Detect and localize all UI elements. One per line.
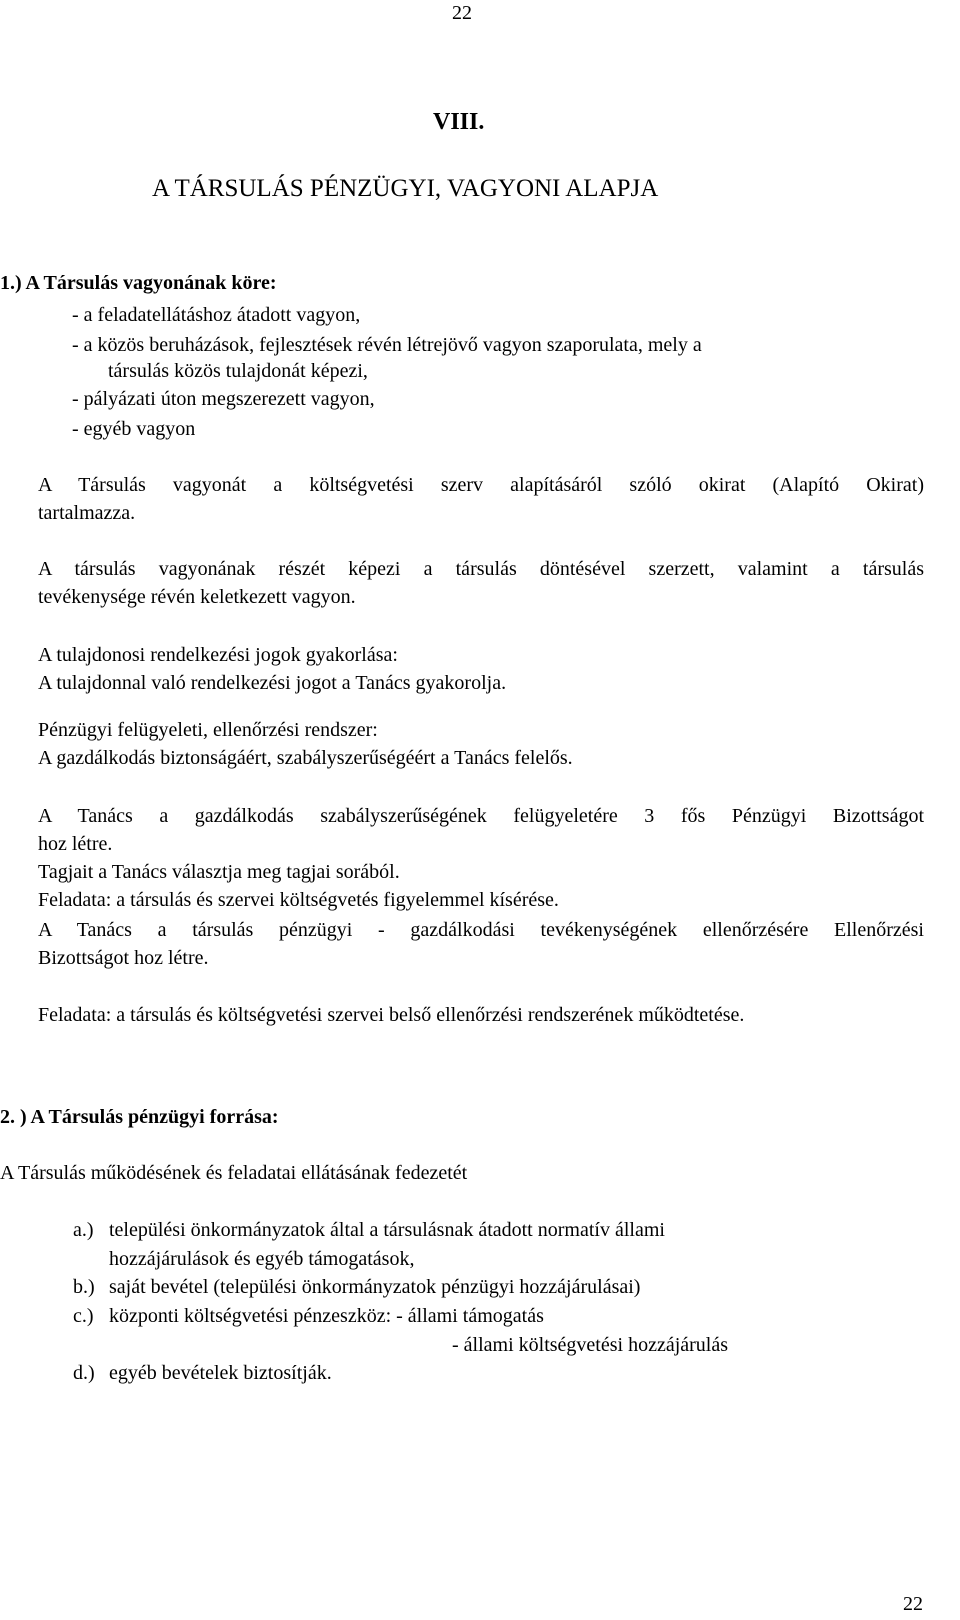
paragraph-line: Feladata: a társulás és költségvetési szervei belső ellenőrzési rendszerének működtetése. xyxy=(38,1004,745,1026)
page-number-top: 22 xyxy=(452,2,472,24)
page-number-bottom: 22 xyxy=(903,1593,923,1615)
list-marker: c.) xyxy=(73,1305,94,1327)
list-item: saját bevétel (települési önkormányzatok pénzügyi hozzájárulásai) xyxy=(109,1276,641,1298)
chapter-number: VIII. xyxy=(433,109,485,135)
paragraph-line: hoz létre. xyxy=(38,833,113,855)
paragraph-line: A Tanács a gazdálkodás szabályszerűségének felügyeletére 3 fős Pénzügyi Bizottságot xyxy=(38,805,924,827)
paragraph-line: Tagjait a Tanács választja meg tagjai sorából. xyxy=(38,861,400,883)
paragraph-line: tevékenysége révén keletkezett vagyon. xyxy=(38,586,356,608)
list-marker: b.) xyxy=(73,1276,95,1298)
list-item: központi költségvetési pénzeszköz: - állami támogatás xyxy=(109,1305,544,1327)
section2-intro: A Társulás működésének és feladatai ellátásának fedezetét xyxy=(0,1162,468,1184)
list-item: - a feladatellátáshoz átadott vagyon, xyxy=(72,304,361,326)
list-item: - állami költségvetési hozzájárulás xyxy=(452,1334,729,1356)
list-item: - a közös beruházások, fejlesztések révén létrejövő vagyon szaporulata, mely a xyxy=(72,334,702,356)
paragraph-line: A Társulás vagyonát a költségvetési szerv alapításáról szóló okirat (Alapító Okirat) xyxy=(38,474,924,496)
paragraph-line: A tulajdonosi rendelkezési jogok gyakorlása: xyxy=(38,644,398,666)
list-item: hozzájárulások és egyéb támogatások, xyxy=(109,1248,415,1270)
list-item: - pályázati úton megszerezett vagyon, xyxy=(72,388,375,410)
list-item: települési önkormányzatok által a társulásnak átadott normatív állami xyxy=(109,1219,665,1241)
section2-heading: 2. ) A Társulás pénzügyi forrása: xyxy=(0,1106,279,1128)
paragraph-line: tartalmazza. xyxy=(38,502,136,524)
paragraph-line: A Tanács a társulás pénzügyi - gazdálkodási tevékenységének ellenőrzésére Ellenőrzési xyxy=(38,919,924,941)
list-item: társulás közös tulajdonát képezi, xyxy=(108,360,368,382)
section1-heading: 1.) A Társulás vagyonának köre: xyxy=(0,272,277,294)
list-item: - egyéb vagyon xyxy=(72,418,196,440)
list-marker: a.) xyxy=(73,1219,94,1241)
chapter-title: A TÁRSULÁS PÉNZÜGYI, VAGYONI ALAPJA xyxy=(152,175,659,202)
paragraph-line: A társulás vagyonának részét képezi a társulás döntésével szerzett, valamint a társulás xyxy=(38,558,924,580)
paragraph-line: Pénzügyi felügyeleti, ellenőrzési rendszer: xyxy=(38,719,378,741)
paragraph-line: Bizottságot hoz létre. xyxy=(38,947,209,969)
list-item: egyéb bevételek biztosítják. xyxy=(109,1362,332,1384)
list-marker: d.) xyxy=(73,1362,95,1384)
paragraph-line: A gazdálkodás biztonságáért, szabályszerűségéért a Tanács felelős. xyxy=(38,747,573,769)
paragraph-line: Feladata: a társulás és szervei költségvetés figyelemmel kísérése. xyxy=(38,889,559,911)
paragraph-line: A tulajdonnal való rendelkezési jogot a Tanács gyakorolja. xyxy=(38,672,507,694)
